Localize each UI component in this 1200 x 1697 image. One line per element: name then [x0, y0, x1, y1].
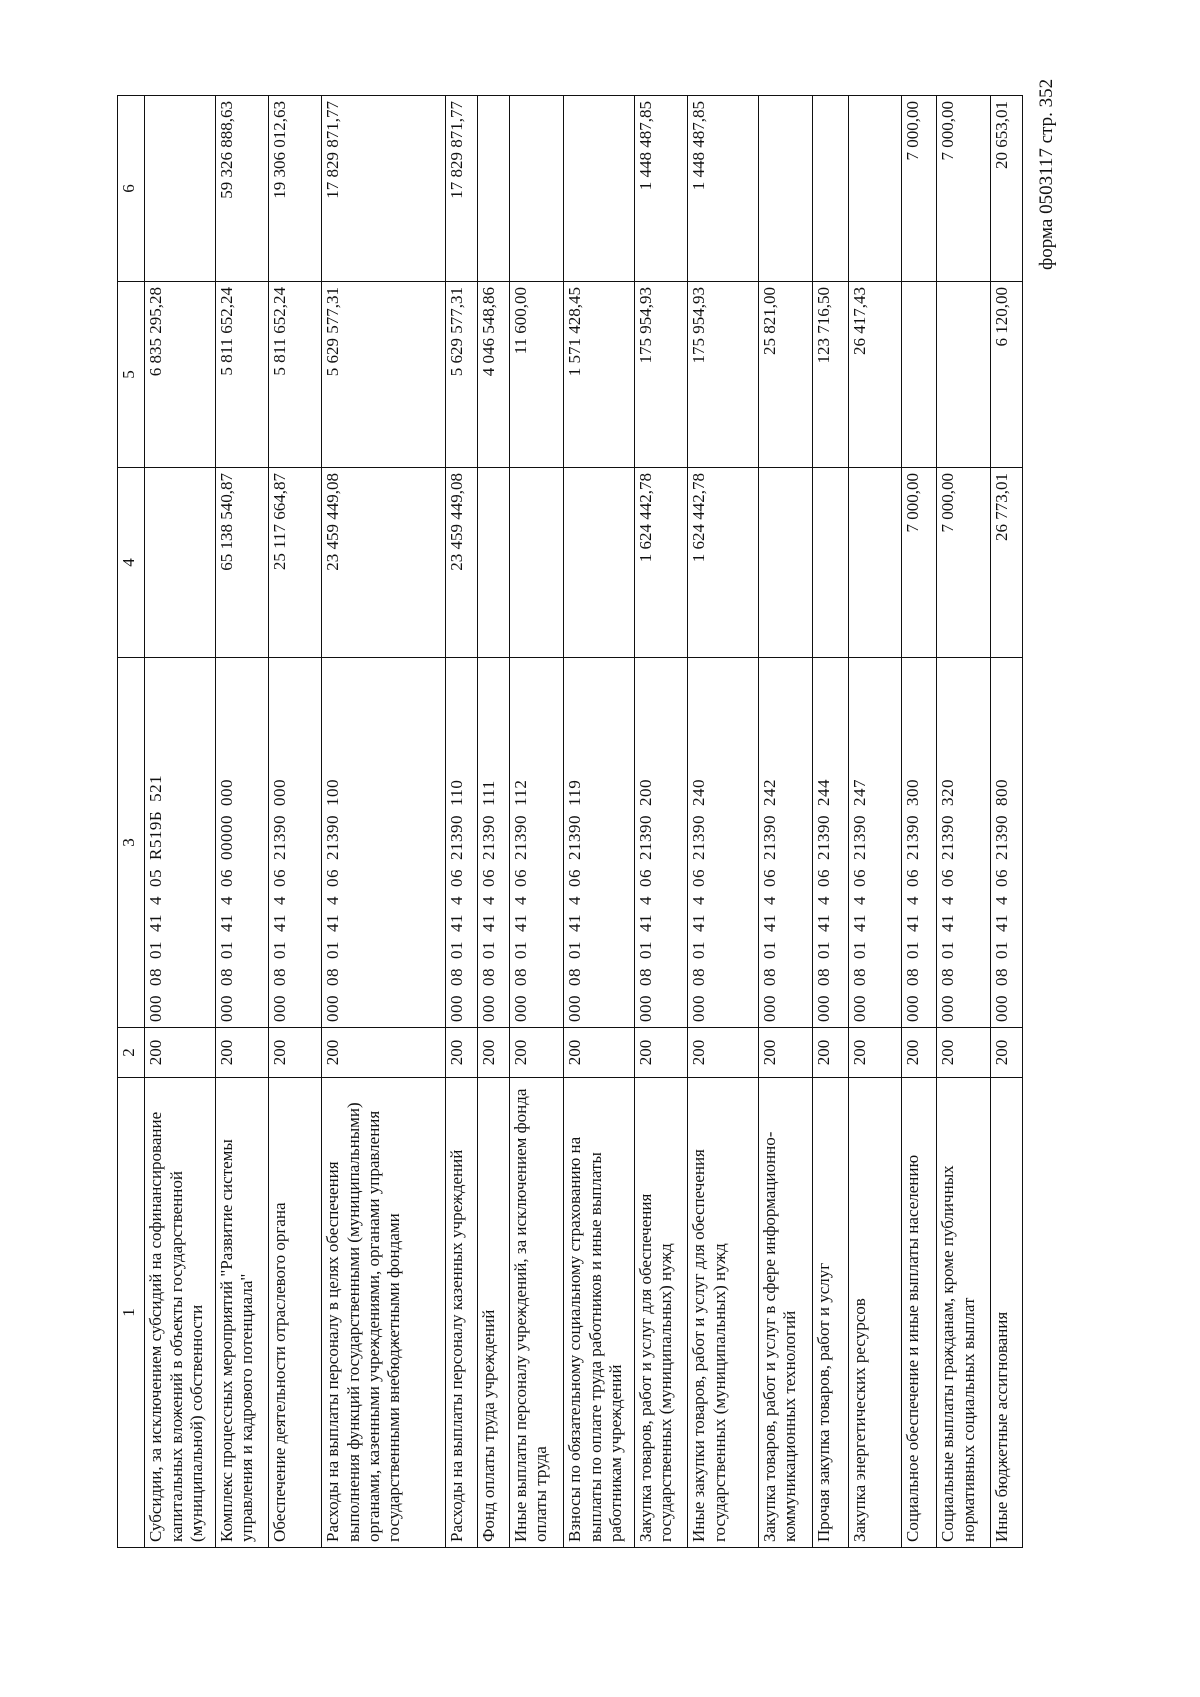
row-unexecuted-cell: 1 448 487,85 — [688, 96, 758, 282]
code-segment: 41 — [216, 914, 236, 932]
row-name-cell: Иные бюджетные ассигнования — [991, 1078, 1023, 1548]
code-segment: 4 — [216, 896, 236, 905]
code-segment: 000 — [759, 995, 779, 1022]
code-segment: 41 — [992, 914, 1012, 932]
code-segment: 000 — [635, 995, 655, 1022]
code-segment: 06 — [323, 869, 343, 887]
code-segment: 01 — [903, 941, 923, 959]
row-unexecuted-cell — [758, 96, 813, 282]
code-segment: 000 — [689, 995, 709, 1022]
row-executed-cell: 1 571 428,45 — [564, 282, 634, 468]
row-approved-cell: 25 117 664,87 — [269, 468, 322, 658]
row-name-cell: Взносы по обязательному социальному страхованию на выплаты по оплате труда работников и иные выплаты работникам учреждений — [564, 1078, 634, 1548]
code-segment: 06 — [635, 869, 655, 887]
row-name-cell: Расходы на выплаты персоналу в целях обеспечения выполнения функций государственными (муниципальными) органами, казенными учреждениями, органами управления государственными внебюджетными фондами — [322, 1078, 446, 1548]
row-budget-code-cell — [902, 658, 937, 1028]
code-segment: 521 — [146, 774, 166, 802]
code-segment: 01 — [849, 941, 869, 959]
row-budget-code-cell — [688, 658, 758, 1028]
code-segment: 08 — [849, 968, 869, 986]
row-line-code-cell: 200 — [813, 1028, 848, 1078]
code-segment: 244 — [814, 779, 834, 806]
row-executed-cell: 4 046 548,86 — [477, 282, 509, 468]
code-segment: 21390 — [992, 815, 1012, 860]
row-executed-cell: 5 811 652,24 — [269, 282, 322, 468]
row-approved-cell — [564, 468, 634, 658]
row-budget-code-cell — [813, 658, 848, 1028]
code-segment: 800 — [992, 779, 1012, 806]
code-segment: 01 — [510, 941, 530, 959]
report-table — [117, 95, 1023, 1548]
code-segment: 01 — [814, 941, 834, 959]
code-segment: 000 — [903, 995, 923, 1022]
form-number: форма 0503117 стр. 352 — [1036, 78, 1057, 270]
col-header: 2 — [118, 1028, 145, 1078]
row-budget-code-cell — [446, 658, 478, 1028]
code-segment: 06 — [478, 869, 498, 887]
code-segment: 4 — [903, 896, 923, 905]
code-segment: 01 — [146, 941, 166, 959]
code-segment: 240 — [689, 779, 709, 806]
row-line-code-cell: 200 — [688, 1028, 758, 1078]
code-segment: 01 — [447, 941, 466, 959]
code-segment: 200 — [635, 779, 655, 806]
row-executed-cell: 175 954,93 — [634, 282, 688, 468]
row-budget-code-cell — [634, 658, 688, 1028]
row-approved-cell: 23 459 449,08 — [446, 468, 478, 658]
code-segment: 41 — [510, 914, 530, 932]
code-segment: 06 — [903, 869, 923, 887]
col-header: 4 — [118, 468, 145, 658]
table-row — [937, 96, 991, 1548]
row-budget-code-cell — [322, 658, 446, 1028]
code-segment: 41 — [903, 914, 923, 932]
code-segment: 06 — [849, 869, 869, 887]
table-row — [446, 96, 478, 1548]
code-segment: 000 — [270, 995, 290, 1022]
row-name-cell: Расходы на выплаты персоналу казенных учреждений — [446, 1078, 478, 1548]
row-unexecuted-cell: 20 653,01 — [991, 96, 1023, 282]
code-segment: 08 — [216, 968, 236, 986]
row-name-cell: Закупка товаров, работ и услуг в сфере информационно-коммуникационных технологий — [758, 1078, 813, 1548]
code-segment: 01 — [635, 941, 655, 959]
code-segment: 08 — [323, 968, 343, 986]
code-segment: 000 — [146, 995, 166, 1022]
row-budget-code-cell — [564, 658, 634, 1028]
code-segment: 41 — [447, 914, 466, 932]
code-segment: 4 — [938, 896, 958, 905]
code-segment: 06 — [759, 869, 779, 887]
row-name-cell: Прочая закупка товаров, работ и услуг — [813, 1078, 848, 1548]
table-row — [758, 96, 813, 1548]
row-approved-cell: 7 000,00 — [937, 468, 991, 658]
row-budget-code-cell — [991, 658, 1023, 1028]
row-unexecuted-cell — [564, 96, 634, 282]
row-line-code-cell: 200 — [937, 1028, 991, 1078]
row-unexecuted-cell: 7 000,00 — [902, 96, 937, 282]
code-segment: 08 — [565, 968, 585, 986]
row-unexecuted-cell — [848, 96, 902, 282]
code-segment: 06 — [814, 869, 834, 887]
row-approved-cell — [509, 468, 564, 658]
row-name-cell: Субсидии, за исключением субсидий на софинансирование капитальных вложений в объекты государственной (муниципальной) собственности — [145, 1078, 215, 1548]
row-line-code-cell: 200 — [477, 1028, 509, 1078]
code-segment: 06 — [992, 869, 1012, 887]
code-segment: 21390 — [814, 815, 834, 860]
code-segment: 41 — [849, 914, 869, 932]
row-unexecuted-cell — [813, 96, 848, 282]
row-executed-cell: 5 629 577,31 — [446, 282, 478, 468]
code-segment: 06 — [565, 869, 585, 887]
row-unexecuted-cell: 17 829 871,77 — [322, 96, 446, 282]
row-budget-code-cell — [215, 658, 269, 1028]
code-segment: 21390 — [447, 815, 466, 860]
code-segment: 01 — [689, 941, 709, 959]
code-segment: 06 — [510, 869, 530, 887]
row-executed-cell: 5 811 652,24 — [215, 282, 269, 468]
code-segment: 000 — [938, 995, 958, 1022]
row-budget-code-cell — [509, 658, 564, 1028]
code-segment: 21390 — [849, 815, 869, 860]
code-segment: 119 — [565, 779, 585, 806]
table-row — [215, 96, 269, 1548]
code-segment: 21390 — [323, 815, 343, 860]
row-line-code-cell: 200 — [446, 1028, 478, 1078]
col-header: 3 — [118, 658, 145, 1028]
code-segment: 21390 — [565, 815, 585, 860]
code-segment: 4 — [447, 896, 466, 905]
code-segment: 242 — [759, 779, 779, 806]
row-name-cell: Иные закупки товаров, работ и услуг для обеспечения государственных (муниципальных) нужд — [688, 1078, 758, 1548]
row-line-code-cell: 200 — [269, 1028, 322, 1078]
code-segment: 000 — [323, 995, 343, 1022]
code-segment: 41 — [635, 914, 655, 932]
code-segment: 08 — [146, 968, 166, 986]
row-line-code-cell: 200 — [215, 1028, 269, 1078]
code-segment: 06 — [689, 869, 709, 887]
table-row — [848, 96, 902, 1548]
code-segment: 000 — [216, 995, 236, 1022]
code-segment: 01 — [216, 941, 236, 959]
code-segment: 4 — [759, 896, 779, 905]
code-segment: 000 — [565, 995, 585, 1022]
code-segment: R519Б — [146, 810, 166, 860]
code-segment: 01 — [938, 941, 958, 959]
row-unexecuted-cell: 7 000,00 — [937, 96, 991, 282]
row-approved-cell — [758, 468, 813, 658]
row-line-code-cell: 200 — [758, 1028, 813, 1078]
row-line-code-cell: 200 — [322, 1028, 446, 1078]
row-unexecuted-cell — [509, 96, 564, 282]
code-segment: 4 — [270, 896, 290, 905]
page-header — [1036, 20, 1066, 270]
row-approved-cell: 1 624 442,78 — [634, 468, 688, 658]
code-segment: 000 — [814, 995, 834, 1022]
code-segment: 100 — [323, 779, 343, 806]
row-budget-code-cell — [145, 658, 215, 1028]
row-approved-cell: 65 138 540,87 — [215, 468, 269, 658]
table-row — [564, 96, 634, 1548]
code-segment: 06 — [938, 869, 958, 887]
code-segment: 000 — [992, 995, 1012, 1022]
row-name-cell: Иные выплаты персоналу учреждений, за исключением фонда оплаты труда — [509, 1078, 564, 1548]
code-segment: 4 — [814, 896, 834, 905]
table-row — [322, 96, 446, 1548]
row-executed-cell — [902, 282, 937, 468]
code-segment: 000 — [510, 995, 530, 1022]
code-segment: 06 — [270, 869, 290, 887]
row-line-code-cell: 200 — [902, 1028, 937, 1078]
table-row — [991, 96, 1023, 1548]
row-unexecuted-cell: 17 829 871,77 — [446, 96, 478, 282]
code-segment: 300 — [903, 779, 923, 806]
code-segment: 4 — [478, 896, 498, 905]
code-segment: 21390 — [903, 815, 923, 860]
row-unexecuted-cell — [145, 96, 215, 282]
row-budget-code-cell — [758, 658, 813, 1028]
code-segment: 21390 — [510, 815, 530, 860]
row-line-code-cell: 200 — [145, 1028, 215, 1078]
row-unexecuted-cell: 19 306 012,63 — [269, 96, 322, 282]
table-row — [634, 96, 688, 1548]
code-segment: 01 — [270, 941, 290, 959]
code-segment: 05 — [146, 869, 166, 887]
code-segment: 000 — [216, 779, 236, 806]
row-approved-cell — [813, 468, 848, 658]
code-segment: 01 — [992, 941, 1012, 959]
code-segment: 06 — [447, 869, 466, 887]
row-line-code-cell: 200 — [634, 1028, 688, 1078]
code-segment: 01 — [323, 941, 343, 959]
row-approved-cell — [145, 468, 215, 658]
code-segment: 000 — [849, 995, 869, 1022]
code-segment: 08 — [992, 968, 1012, 986]
code-segment: 320 — [938, 779, 958, 806]
code-segment: 21390 — [270, 815, 290, 860]
code-segment: 41 — [759, 914, 779, 932]
code-segment: 4 — [565, 896, 585, 905]
code-segment: 08 — [510, 968, 530, 986]
row-name-cell: Фонд оплаты труда учреждений — [477, 1078, 509, 1548]
code-segment: 111 — [478, 780, 498, 806]
row-budget-code-cell — [269, 658, 322, 1028]
code-segment: 01 — [565, 941, 585, 959]
code-segment: 01 — [759, 941, 779, 959]
code-segment: 41 — [323, 914, 343, 932]
code-segment: 01 — [478, 941, 498, 959]
row-unexecuted-cell — [477, 96, 509, 282]
code-segment: 08 — [814, 968, 834, 986]
row-approved-cell: 1 624 442,78 — [688, 468, 758, 658]
code-segment: 4 — [146, 896, 166, 905]
row-executed-cell: 26 417,43 — [848, 282, 902, 468]
code-segment: 08 — [635, 968, 655, 986]
row-line-code-cell: 200 — [848, 1028, 902, 1078]
row-budget-code-cell — [848, 658, 902, 1028]
code-segment: 21390 — [478, 815, 498, 860]
row-line-code-cell: 200 — [564, 1028, 634, 1078]
row-executed-cell: 123 716,50 — [813, 282, 848, 468]
code-segment: 41 — [689, 914, 709, 932]
row-executed-cell: 11 600,00 — [509, 282, 564, 468]
report-table-container — [117, 96, 1023, 1548]
code-segment: 110 — [447, 779, 466, 806]
code-segment: 21390 — [689, 815, 709, 860]
col-header: 6 — [118, 96, 145, 282]
row-approved-cell: 26 773,01 — [991, 468, 1023, 658]
table-row — [145, 96, 215, 1548]
row-budget-code-cell — [477, 658, 509, 1028]
row-approved-cell — [848, 468, 902, 658]
row-executed-cell: 25 821,00 — [758, 282, 813, 468]
code-segment: 08 — [478, 968, 498, 986]
row-name-cell: Закупка товаров, работ и услуг для обеспечения государственных (муниципальных) нужд — [634, 1078, 688, 1548]
code-segment: 21390 — [938, 815, 958, 860]
code-segment: 112 — [510, 779, 530, 806]
row-line-code-cell: 200 — [509, 1028, 564, 1078]
row-name-cell: Обеспечение деятельности отраслевого органа — [269, 1078, 322, 1548]
code-segment: 08 — [759, 968, 779, 986]
table-row — [269, 96, 322, 1548]
code-segment: 08 — [689, 968, 709, 986]
row-unexecuted-cell: 1 448 487,85 — [634, 96, 688, 282]
row-executed-cell: 6 835 295,28 — [145, 282, 215, 468]
code-segment: 000 — [270, 779, 290, 806]
row-name-cell: Социальное обеспечение и иные выплаты населению — [902, 1078, 937, 1548]
code-segment: 41 — [565, 914, 585, 932]
col-header: 1 — [118, 1078, 145, 1548]
code-segment: 08 — [270, 968, 290, 986]
code-segment: 41 — [270, 914, 290, 932]
row-line-code-cell: 200 — [991, 1028, 1023, 1078]
row-unexecuted-cell: 59 326 888,63 — [215, 96, 269, 282]
code-segment: 21390 — [759, 815, 779, 860]
code-segment: 00000 — [216, 815, 236, 860]
code-segment: 06 — [216, 869, 236, 887]
code-segment: 08 — [938, 968, 958, 986]
code-segment: 41 — [814, 914, 834, 932]
code-segment: 41 — [478, 914, 498, 932]
col-header: 5 — [118, 282, 145, 468]
row-approved-cell: 7 000,00 — [902, 468, 937, 658]
code-segment: 4 — [323, 896, 343, 905]
code-segment: 4 — [635, 896, 655, 905]
row-name-cell: Комплекс процессных мероприятий "Развитие системы управления и кадрового потенциала" — [215, 1078, 269, 1548]
code-segment: 41 — [938, 914, 958, 932]
table-row — [477, 96, 509, 1548]
row-executed-cell — [937, 282, 991, 468]
code-segment: 41 — [146, 914, 166, 932]
code-segment: 247 — [849, 779, 869, 806]
row-executed-cell: 6 120,00 — [991, 282, 1023, 468]
row-approved-cell: 23 459 449,08 — [322, 468, 446, 658]
code-segment: 21390 — [635, 815, 655, 860]
code-segment: 4 — [689, 896, 709, 905]
code-segment: 08 — [903, 968, 923, 986]
row-executed-cell: 5 629 577,31 — [322, 282, 446, 468]
code-segment: 4 — [849, 896, 869, 905]
row-budget-code-cell — [937, 658, 991, 1028]
table-row — [902, 96, 937, 1548]
header-row — [118, 96, 145, 1548]
table-row — [509, 96, 564, 1548]
code-segment: 000 — [478, 995, 498, 1022]
code-segment: 4 — [510, 896, 530, 905]
code-segment: 000 — [447, 995, 466, 1022]
row-approved-cell — [477, 468, 509, 658]
table-row — [813, 96, 848, 1548]
code-segment: 4 — [992, 896, 1012, 905]
row-name-cell: Социальные выплаты гражданам, кроме публичных нормативных социальных выплат — [937, 1078, 991, 1548]
row-executed-cell: 175 954,93 — [688, 282, 758, 468]
row-name-cell: Закупка энергетических ресурсов — [848, 1078, 902, 1548]
code-segment: 08 — [447, 968, 466, 986]
table-row — [688, 96, 758, 1548]
